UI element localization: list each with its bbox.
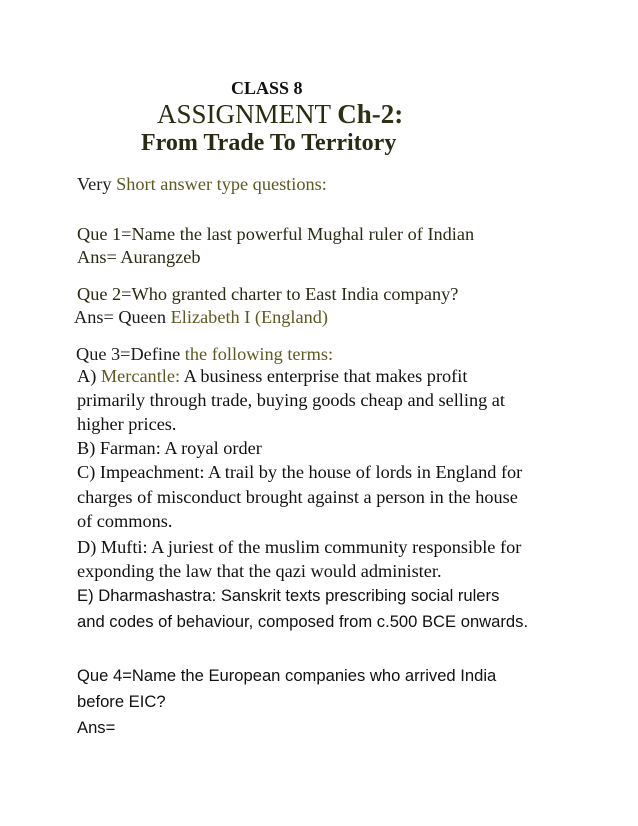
- question-3-prefix: Que 3=Define: [76, 344, 181, 364]
- section-heading: [77, 175, 327, 193]
- assignment-chapter: Ch-2:: [337, 99, 404, 129]
- definition-a-line2: primarily through trade, buying goods cheap and selling at: [77, 390, 505, 410]
- question-2-text: Que 2=Who granted charter to East India company?: [77, 284, 459, 304]
- definition-b: B) Farman: A royal order: [77, 438, 262, 458]
- definition-a-term: Mercantle:: [96, 366, 181, 386]
- answer-2-rest: Elizabeth I (England): [166, 307, 328, 327]
- answer-2: [74, 308, 328, 326]
- question-3: [76, 345, 333, 363]
- answer-1: Ans= Aurangzeb: [77, 247, 201, 267]
- answer-2-prefix: Ans= Queen: [74, 307, 167, 327]
- answer-4: Ans=: [77, 718, 116, 737]
- question-4: Que 4=Name the European companies who arrived India: [77, 666, 497, 685]
- definition-e-line2: and codes of behaviour, composed from c.500 BCE onwards.: [77, 612, 529, 631]
- definition-e: E) Dharmashastra: Sanskrit texts prescribing social rulers: [77, 586, 500, 605]
- definition-c-line3: of commons.: [77, 511, 173, 531]
- question-3-rest: the following terms:: [180, 344, 334, 364]
- section-heading-lead: Very: [77, 174, 112, 194]
- chapter-title: From Trade To Territory: [141, 130, 397, 156]
- question-1: Que 1=Name the last powerful Mughal ruler of Indian: [77, 224, 475, 244]
- assignment-prefix: ASSIGNMENT: [157, 99, 331, 129]
- assignment-title: [157, 101, 403, 128]
- definition-c: C) Impeachment: A trail by the house of lords in England for: [77, 462, 523, 482]
- definition-a-text: A business enterprise that makes profit: [180, 366, 468, 386]
- section-heading-rest: Short answer type questions:: [111, 174, 327, 194]
- definition-a-letter: A): [77, 366, 97, 386]
- question-4-line2: before EIC?: [77, 692, 166, 711]
- definition-c-line2: charges of misconduct brought against a person in the house: [77, 487, 518, 507]
- definition-d-line2: exponding the law that the qazi would administer.: [77, 561, 442, 581]
- definition-a: [77, 367, 467, 385]
- question-2: [77, 285, 458, 303]
- definition-a-line3: higher prices.: [77, 414, 177, 434]
- definition-d: D) Mufti: A juriest of the muslim community responsible for: [77, 537, 522, 557]
- class-label: CLASS 8: [231, 78, 303, 98]
